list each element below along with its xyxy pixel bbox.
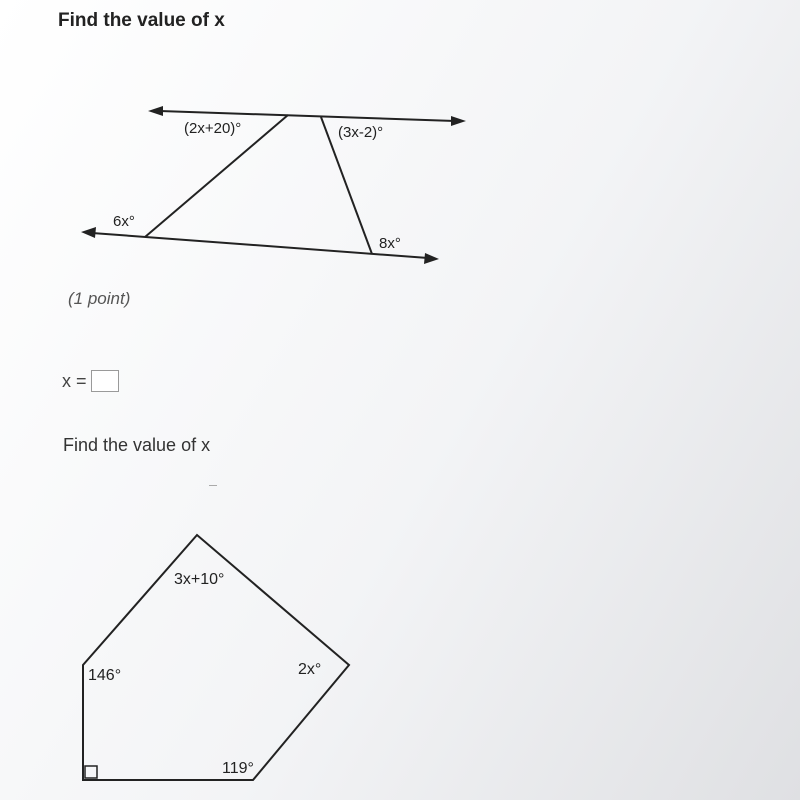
angle-label-bottom-left: 6x° bbox=[113, 213, 135, 230]
angle-label-top-right: (3x-2)° bbox=[338, 124, 384, 141]
answer-row bbox=[62, 370, 119, 392]
pentagon-angle-top: 3x+10° bbox=[174, 571, 225, 588]
question-2-title: Find the value of x bbox=[63, 435, 211, 455]
pentagon-angle-right: 2x° bbox=[298, 661, 322, 678]
answer-label: x = bbox=[62, 370, 87, 391]
point-value: (1 point) bbox=[68, 289, 131, 308]
right-angle-marker bbox=[85, 766, 97, 778]
pentagon-angle-left: 146° bbox=[88, 667, 122, 684]
pentagon-angle-bottom: 119° bbox=[222, 760, 254, 777]
angle-label-bottom-right: 8x° bbox=[379, 235, 401, 252]
decorative-dash bbox=[209, 485, 217, 486]
answer-input[interactable] bbox=[91, 370, 119, 392]
angle-label-top-left: (2x+20)° bbox=[184, 120, 242, 137]
question-1-title: Find the value of x bbox=[58, 10, 225, 31]
